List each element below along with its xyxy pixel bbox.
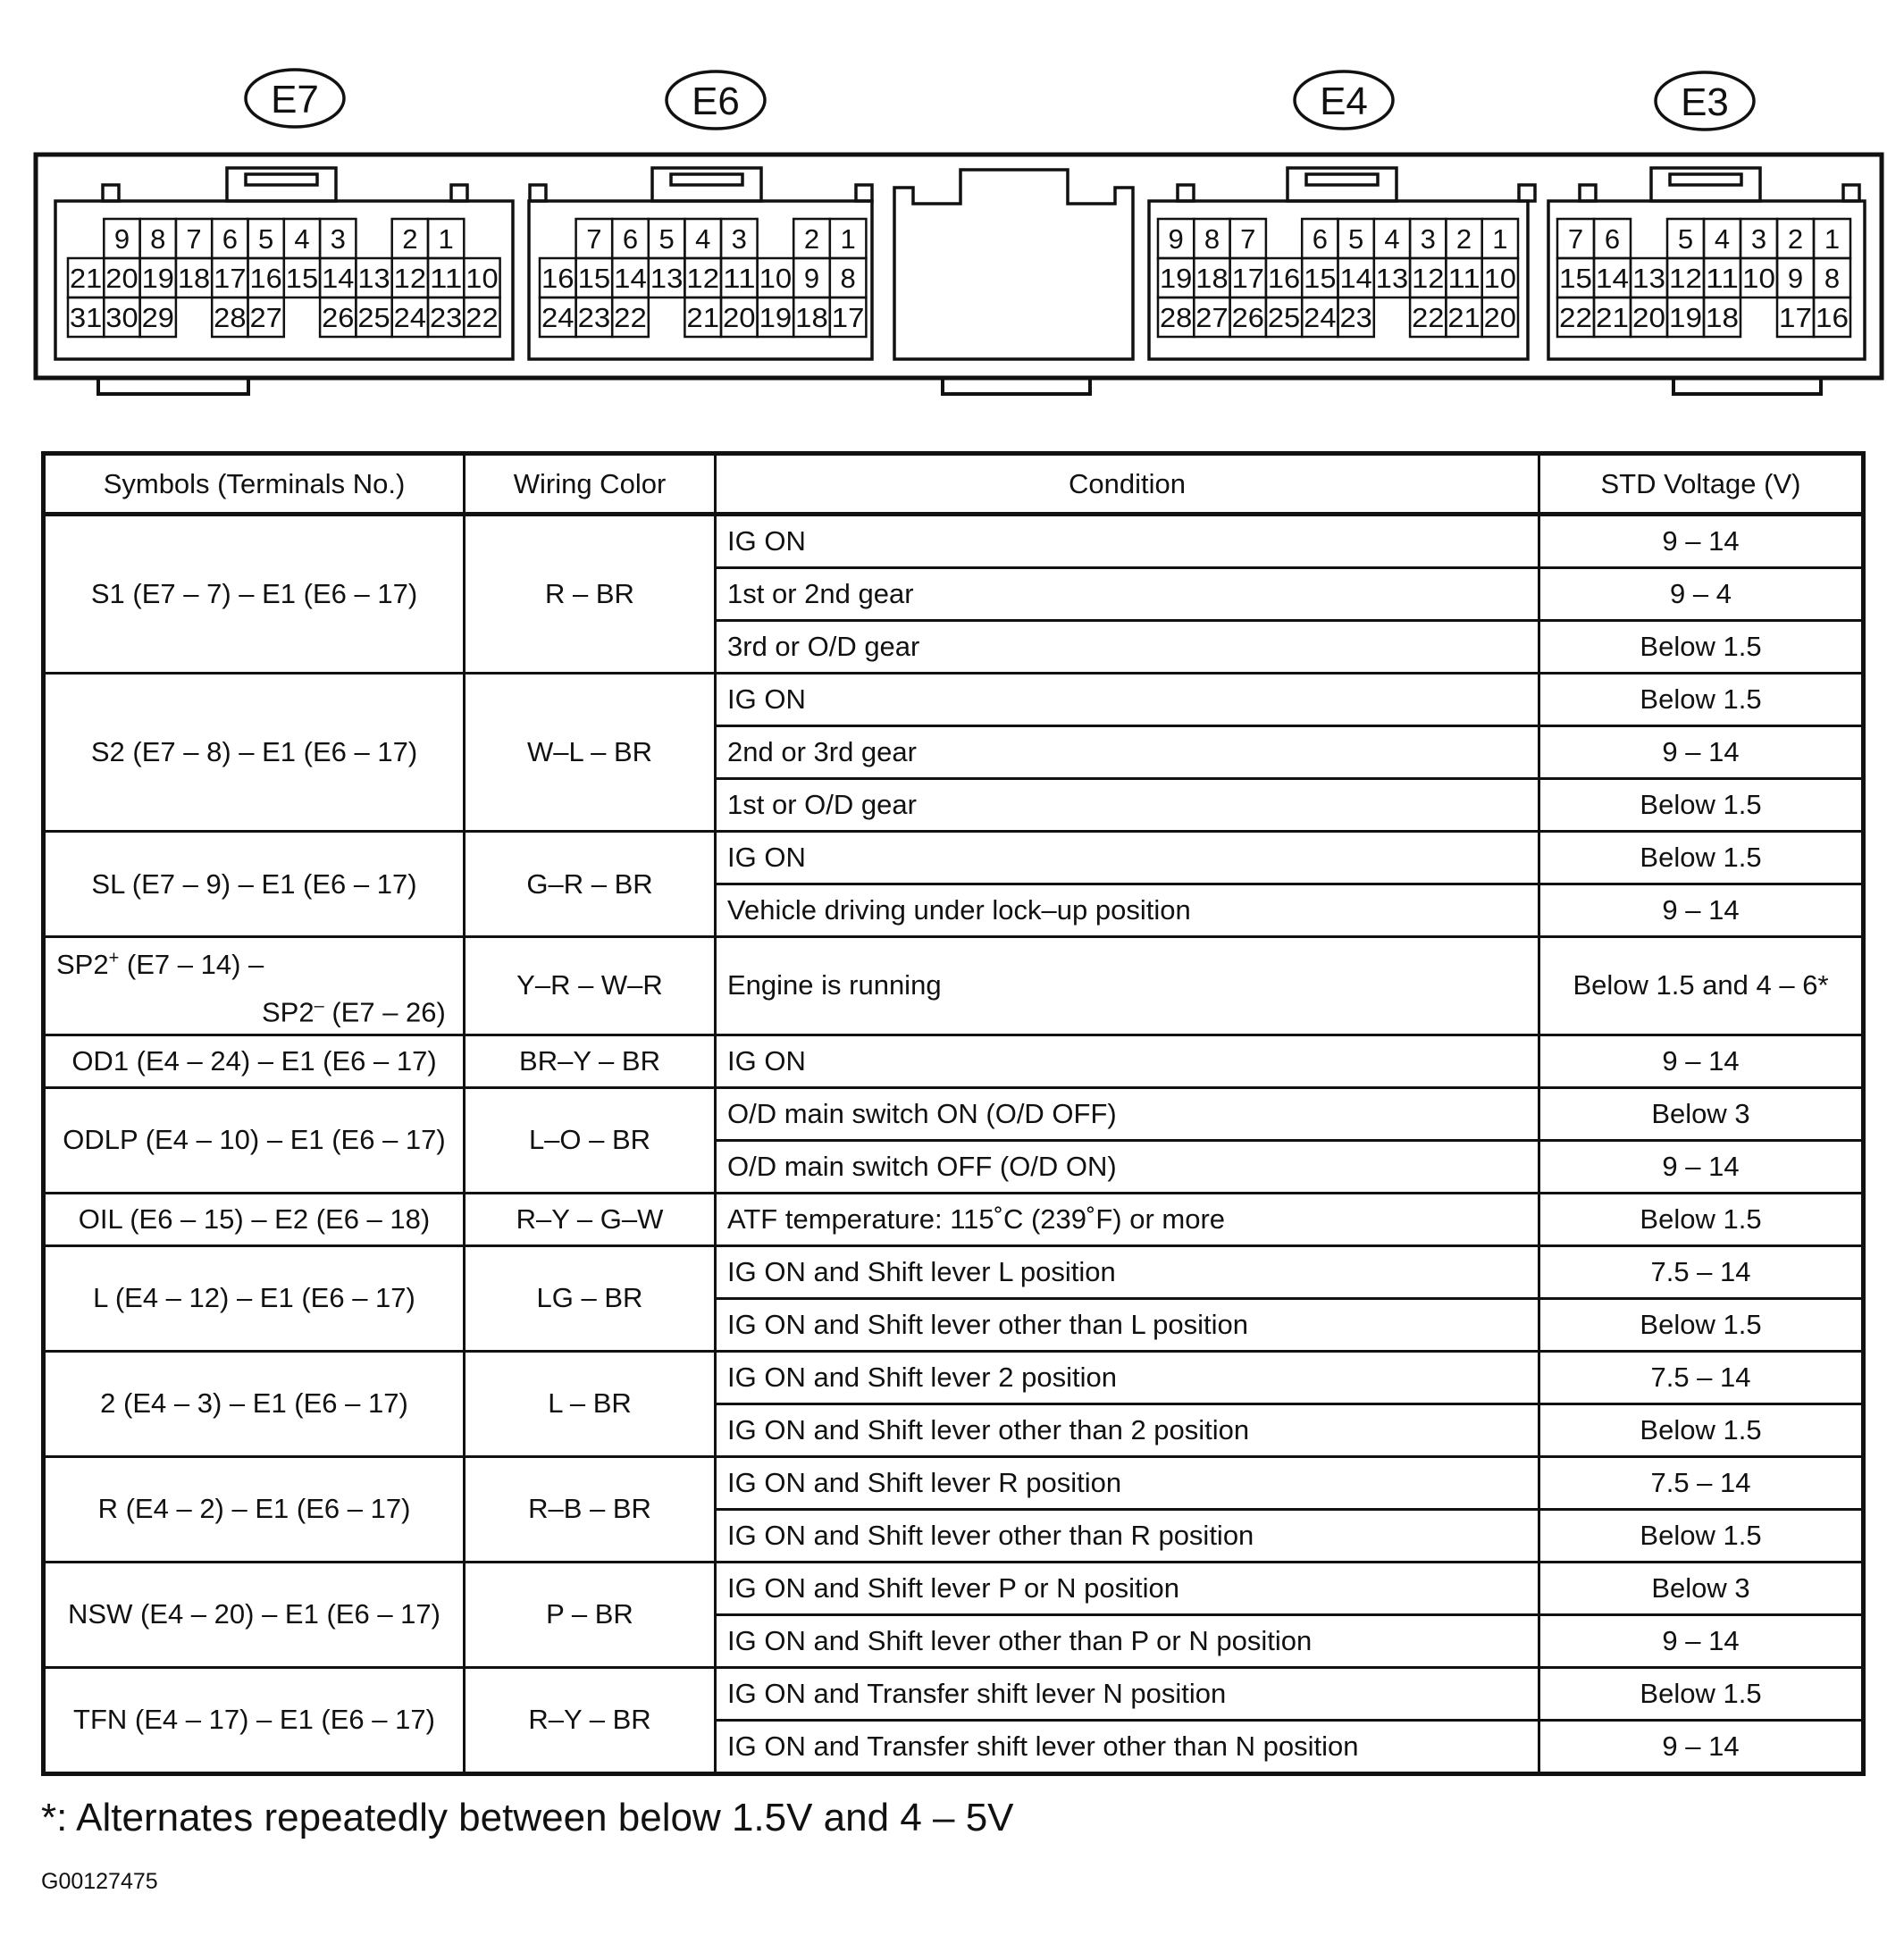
pin-label: 11 xyxy=(430,263,463,294)
pin-label: 5 xyxy=(1348,223,1364,255)
connector-label-text-e7: E7 xyxy=(271,78,319,122)
wire-color-cell: L – BR xyxy=(465,1351,716,1456)
table-row xyxy=(44,1562,1864,1614)
header-condition: Condition xyxy=(716,454,1539,515)
condition-cell: O/D main switch OFF (O/D ON) xyxy=(716,1140,1539,1193)
pin-label: 22 xyxy=(466,302,499,333)
pin-label: 4 xyxy=(294,223,310,255)
condition-cell: ATF temperature: 115˚C (239˚F) or more xyxy=(716,1193,1539,1245)
voltage-cell: Below 1.5 xyxy=(1539,1298,1864,1351)
pin-label: 13 xyxy=(1632,263,1665,294)
connector-e3-pins xyxy=(1557,219,1850,337)
pin-label: 5 xyxy=(658,223,675,255)
pin-label: 7 xyxy=(586,223,602,255)
pin-label: 7 xyxy=(1567,223,1584,255)
voltage-cell: 9 – 14 xyxy=(1539,884,1864,937)
pin-label: 23 xyxy=(1339,302,1372,333)
pin-label: 17 xyxy=(1231,263,1264,294)
connector-label-e3 xyxy=(1656,72,1754,130)
voltage-cell: Below 1.5 xyxy=(1539,1509,1864,1562)
pin-label: 28 xyxy=(1160,302,1193,333)
pin-label: 9 xyxy=(1787,263,1804,294)
condition-cell: O/D main switch ON (O/D OFF) xyxy=(716,1087,1539,1140)
condition-cell: IG ON and Shift lever P or N position xyxy=(716,1562,1539,1614)
connector-label-text-e3: E3 xyxy=(1681,80,1729,124)
wire-color-cell: R–B – BR xyxy=(465,1456,716,1562)
pin-label: 27 xyxy=(249,302,282,333)
pin-label: 21 xyxy=(70,263,103,294)
table-row xyxy=(44,1456,1864,1509)
voltage-cell: 9 – 4 xyxy=(1539,568,1864,621)
pin-label: 8 xyxy=(840,263,856,294)
symbol-line-2-base: SP2 xyxy=(262,996,315,1028)
pin-label: 15 xyxy=(285,263,319,294)
symbol-cell: R (E4 – 2) – E1 (E6 – 17) xyxy=(44,1456,465,1562)
pin-label: 8 xyxy=(1204,223,1220,255)
condition-cell: Engine is running xyxy=(716,937,1539,1035)
housing-tab-right xyxy=(1673,378,1821,394)
voltage-cell: 7.5 – 14 xyxy=(1539,1245,1864,1298)
pin-label: 17 xyxy=(831,302,865,333)
symbol-cell: OIL (E6 – 15) – E2 (E6 – 18) xyxy=(44,1193,465,1245)
pin-label: 21 xyxy=(1596,302,1629,333)
wire-color-cell: R – BR xyxy=(465,515,716,674)
header-std-voltage: STD Voltage (V) xyxy=(1539,454,1864,515)
pin-label: 13 xyxy=(357,263,390,294)
pin-label: 11 xyxy=(723,263,756,294)
pin-label: 2 xyxy=(803,223,820,255)
voltage-cell: 9 – 14 xyxy=(1539,1035,1864,1087)
pin-label: 26 xyxy=(322,302,355,333)
pin-label: 18 xyxy=(795,302,828,333)
pin-label: 18 xyxy=(177,263,211,294)
pin-label: 23 xyxy=(430,302,463,333)
wire-color-cell: W–L – BR xyxy=(465,674,716,832)
header-symbols: Symbols (Terminals No.) xyxy=(44,454,465,515)
condition-cell: IG ON xyxy=(716,515,1539,568)
pin-label: 22 xyxy=(1412,302,1445,333)
pin-label: 12 xyxy=(1669,263,1702,294)
pin-label: 2 xyxy=(402,223,418,255)
voltage-cell: 9 – 14 xyxy=(1539,1720,1864,1773)
table-row xyxy=(44,1193,1864,1245)
pin-label: 10 xyxy=(466,263,499,294)
pin-label: 2 xyxy=(1455,223,1472,255)
pin-label: 6 xyxy=(222,223,238,255)
condition-cell: IG ON and Shift lever R position xyxy=(716,1456,1539,1509)
symbol-line-2 xyxy=(56,985,452,1033)
pin-label: 1 xyxy=(840,223,856,255)
table-row xyxy=(44,937,1864,1035)
pin-label: 10 xyxy=(1742,263,1775,294)
symbol-line-2-rest: (E7 – 26) xyxy=(323,996,446,1028)
pin-label: 15 xyxy=(1304,263,1337,294)
condition-cell: IG ON and Transfer shift lever N position xyxy=(716,1667,1539,1720)
symbol-cell: TFN (E4 – 17) – E1 (E6 – 17) xyxy=(44,1667,465,1773)
pin-label: 30 xyxy=(105,302,138,333)
pin-label: 19 xyxy=(141,263,174,294)
wire-color-cell: LG – BR xyxy=(465,1245,716,1351)
connector-label-e4 xyxy=(1295,71,1393,129)
pin-label: 20 xyxy=(1632,302,1665,333)
connector-label-e7 xyxy=(246,70,344,127)
pin-label: 25 xyxy=(1267,302,1301,333)
voltage-cell: Below 1.5 xyxy=(1539,621,1864,674)
header-wiring-color: Wiring Color xyxy=(465,454,716,515)
table-row xyxy=(44,1351,1864,1404)
ecu-terminal-spec-table xyxy=(41,451,1866,1776)
wire-color-cell: L–O – BR xyxy=(465,1087,716,1193)
symbol-cell: L (E4 – 12) – E1 (E6 – 17) xyxy=(44,1245,465,1351)
pin-label: 24 xyxy=(1304,302,1337,333)
pin-label: 14 xyxy=(1339,263,1372,294)
voltage-cell: 7.5 – 14 xyxy=(1539,1351,1864,1404)
connector-e6-pins xyxy=(540,219,866,337)
pin-label: 27 xyxy=(1195,302,1229,333)
wire-color-cell: Y–R – W–R xyxy=(465,937,716,1035)
pin-label: 20 xyxy=(105,263,138,294)
pin-label: 13 xyxy=(650,263,684,294)
wire-color-cell: BR–Y – BR xyxy=(465,1035,716,1087)
pin-label: 3 xyxy=(1750,223,1767,255)
connector-center-blank xyxy=(894,170,1133,359)
table-row xyxy=(44,515,1864,568)
housing-tab-left xyxy=(98,378,248,394)
table-row xyxy=(44,1245,1864,1298)
voltage-cell: 9 – 14 xyxy=(1539,515,1864,568)
connector-e7-pins xyxy=(68,219,500,337)
condition-cell: IG ON and Shift lever other than L position xyxy=(716,1298,1539,1351)
pin-label: 15 xyxy=(1559,263,1592,294)
symbol-cell: ODLP (E4 – 10) – E1 (E6 – 17) xyxy=(44,1087,465,1193)
voltage-cell: Below 1.5 xyxy=(1539,1404,1864,1456)
pin-label: 18 xyxy=(1706,302,1739,333)
pin-label: 14 xyxy=(1596,263,1629,294)
condition-cell: IG ON and Transfer shift lever other than N position xyxy=(716,1720,1539,1773)
condition-cell: IG ON and Shift lever 2 position xyxy=(716,1351,1539,1404)
pin-label: 6 xyxy=(1604,223,1621,255)
pin-label: 13 xyxy=(1375,263,1409,294)
table-row xyxy=(44,674,1864,726)
voltage-cell: Below 1.5 and 4 – 6* xyxy=(1539,937,1864,1035)
pin-label: 31 xyxy=(70,302,103,333)
pin-label: 23 xyxy=(577,302,611,333)
pin-label: 12 xyxy=(686,263,719,294)
symbol-line-1-base: SP2 xyxy=(56,949,109,981)
voltage-cell: Below 3 xyxy=(1539,1087,1864,1140)
symbol-line-1-sup: + xyxy=(108,949,120,968)
wire-color-cell: P – BR xyxy=(465,1562,716,1667)
condition-cell: IG ON xyxy=(716,674,1539,726)
pin-label: 26 xyxy=(1231,302,1264,333)
pin-label: 21 xyxy=(686,302,719,333)
pin-label: 16 xyxy=(1267,263,1301,294)
pin-label: 18 xyxy=(1195,263,1229,294)
figure-code: G00127475 xyxy=(41,1869,158,1894)
symbol-cell xyxy=(44,937,465,1035)
condition-cell: 3rd or O/D gear xyxy=(716,621,1539,674)
pin-label: 4 xyxy=(695,223,711,255)
voltage-cell: 9 – 14 xyxy=(1539,1614,1864,1667)
voltage-cell: Below 1.5 xyxy=(1539,779,1864,832)
condition-cell: IG ON xyxy=(716,1035,1539,1087)
pin-label: 9 xyxy=(1168,223,1184,255)
housing-tab-center xyxy=(943,378,1090,394)
connector-label-text-e4: E4 xyxy=(1320,80,1368,123)
wire-color-cell: R–Y – G–W xyxy=(465,1193,716,1245)
pin-label: 24 xyxy=(541,302,575,333)
symbol-cell: OD1 (E4 – 24) – E1 (E6 – 17) xyxy=(44,1035,465,1087)
pin-label: 16 xyxy=(1816,302,1849,333)
condition-cell: 1st or O/D gear xyxy=(716,779,1539,832)
voltage-cell: 9 – 14 xyxy=(1539,726,1864,779)
pin-label: 4 xyxy=(1384,223,1400,255)
table-row xyxy=(44,1035,1864,1087)
pin-label: 25 xyxy=(357,302,390,333)
pin-label: 16 xyxy=(541,263,575,294)
table-header-row xyxy=(44,454,1864,515)
pin-label: 29 xyxy=(141,302,174,333)
voltage-cell: Below 1.5 xyxy=(1539,832,1864,884)
pin-label: 28 xyxy=(214,302,247,333)
pin-label: 12 xyxy=(1412,263,1445,294)
symbol-line-1-rest: (E7 – 14) – xyxy=(119,949,264,981)
connector-label-text-e6: E6 xyxy=(692,80,740,123)
pin-label: 21 xyxy=(1447,302,1480,333)
condition-cell: IG ON and Shift lever other than R position xyxy=(716,1509,1539,1562)
pin-label: 3 xyxy=(330,223,346,255)
pin-label: 1 xyxy=(1492,223,1508,255)
pin-label: 2 xyxy=(1787,223,1804,255)
pin-label: 12 xyxy=(393,263,426,294)
pin-label: 6 xyxy=(622,223,639,255)
pin-label: 20 xyxy=(723,302,756,333)
ecu-connector-diagram xyxy=(0,0,1904,402)
pin-label: 7 xyxy=(1240,223,1256,255)
pin-label: 14 xyxy=(322,263,355,294)
pin-label: 5 xyxy=(258,223,274,255)
symbol-line-2-sup: – xyxy=(314,996,324,1017)
pin-label: 22 xyxy=(1559,302,1592,333)
pin-label: 5 xyxy=(1677,223,1694,255)
pin-label: 8 xyxy=(1824,263,1841,294)
pin-label: 24 xyxy=(393,302,426,333)
condition-cell: IG ON and Shift lever other than P or N position xyxy=(716,1614,1539,1667)
pin-label: 14 xyxy=(614,263,647,294)
pin-label: 1 xyxy=(438,223,454,255)
symbol-cell: S2 (E7 – 8) – E1 (E6 – 17) xyxy=(44,674,465,832)
wire-color-cell: R–Y – BR xyxy=(465,1667,716,1773)
condition-cell: Vehicle driving under lock–up position xyxy=(716,884,1539,937)
voltage-cell: Below 1.5 xyxy=(1539,1193,1864,1245)
pin-label: 17 xyxy=(1779,302,1812,333)
symbol-cell: SL (E7 – 9) – E1 (E6 – 17) xyxy=(44,832,465,937)
pin-label: 8 xyxy=(150,223,166,255)
pin-label: 6 xyxy=(1312,223,1328,255)
pin-label: 15 xyxy=(577,263,611,294)
voltage-cell: Below 1.5 xyxy=(1539,1667,1864,1720)
table-row xyxy=(44,1667,1864,1720)
pin-label: 3 xyxy=(1420,223,1436,255)
pin-label: 11 xyxy=(1706,263,1739,294)
symbol-cell: NSW (E4 – 20) – E1 (E6 – 17) xyxy=(44,1562,465,1667)
pin-label: 19 xyxy=(1160,263,1193,294)
condition-cell: IG ON xyxy=(716,832,1539,884)
condition-cell: IG ON and Shift lever other than 2 position xyxy=(716,1404,1539,1456)
pin-label: 4 xyxy=(1714,223,1731,255)
condition-cell: IG ON and Shift lever L position xyxy=(716,1245,1539,1298)
pin-label: 22 xyxy=(614,302,647,333)
condition-cell: 2nd or 3rd gear xyxy=(716,726,1539,779)
pin-label: 3 xyxy=(731,223,747,255)
pin-label: 11 xyxy=(1447,263,1480,294)
connector-e4-pins xyxy=(1158,219,1518,337)
pin-label: 9 xyxy=(113,223,130,255)
connector-label-e6 xyxy=(667,71,765,129)
condition-cell: 1st or 2nd gear xyxy=(716,568,1539,621)
pin-label: 16 xyxy=(249,263,282,294)
footnote: *: Alternates repeatedly between below 1.5V and 4 – 5V xyxy=(41,1796,1014,1839)
wire-color-cell: G–R – BR xyxy=(465,832,716,937)
pin-label: 17 xyxy=(214,263,247,294)
symbol-cell: S1 (E7 – 7) – E1 (E6 – 17) xyxy=(44,515,465,674)
pin-label: 10 xyxy=(759,263,793,294)
voltage-cell: Below 1.5 xyxy=(1539,674,1864,726)
table-row xyxy=(44,832,1864,884)
pin-label: 9 xyxy=(803,263,820,294)
voltage-cell: Below 3 xyxy=(1539,1562,1864,1614)
symbol-cell: 2 (E4 – 3) – E1 (E6 – 17) xyxy=(44,1351,465,1456)
pin-label: 19 xyxy=(759,302,793,333)
table-row xyxy=(44,1087,1864,1140)
pin-label: 19 xyxy=(1669,302,1702,333)
pin-label: 1 xyxy=(1824,223,1841,255)
pin-label: 10 xyxy=(1483,263,1516,294)
voltage-cell: 9 – 14 xyxy=(1539,1140,1864,1193)
pin-label: 20 xyxy=(1483,302,1516,333)
voltage-cell: 7.5 – 14 xyxy=(1539,1456,1864,1509)
pin-label: 7 xyxy=(186,223,202,255)
symbol-line-1 xyxy=(56,949,264,980)
